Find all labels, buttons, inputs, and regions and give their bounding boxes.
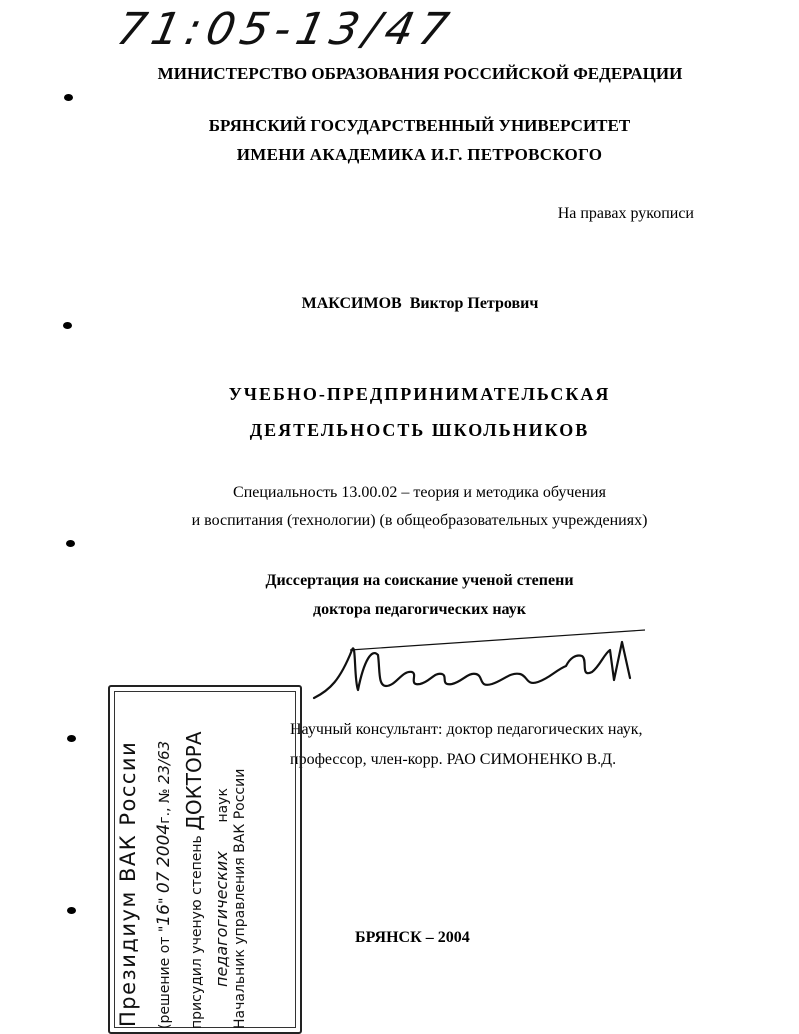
author-name — [0, 295, 799, 313]
binding-mark — [66, 540, 75, 547]
archive-code: 71:05-13/47 — [112, 4, 459, 55]
specialty-line2: и воспитания (технологии) (в общеобразовательных учреждениях) — [191, 512, 648, 529]
binding-mark — [63, 322, 72, 329]
stamp-degree-prefix: присудил ученую степень — [189, 835, 205, 1029]
stamp-decision-day: 16 — [154, 904, 174, 926]
stamp-line-field — [212, 788, 231, 987]
dissertation-title-line2: ДЕЯТЕЛЬНОСТЬ ШКОЛЬНИКОВ — [249, 420, 590, 440]
stamp-decision-month: 07 — [154, 871, 174, 894]
city-year: БРЯНСК – 2004 — [355, 929, 470, 946]
ministry-heading: МИНИСТЕРСТВО ОБРАЗОВАНИЯ РОССИЙСКОЙ ФЕДЕРАЦИИ — [157, 64, 683, 83]
consultant-line2: профессор, член-корр. РАО СИМОНЕНКО В.Д. — [290, 751, 617, 768]
consultant-line1: Научный консультант: доктор педагогических наук, — [290, 721, 643, 738]
stamp-field-suffix: наук — [215, 788, 231, 823]
degree-line2: доктора педагогических наук — [313, 601, 526, 618]
binding-mark — [67, 907, 76, 914]
author-given-names: Виктор Петрович — [409, 295, 539, 312]
author-signature — [300, 620, 660, 710]
university-dedication: ИМЕНИ АКАДЕМИКА И.Г. ПЕТРОВСКОГО — [236, 145, 603, 164]
vak-stamp — [108, 685, 302, 1034]
stamp-line-presidium: Президиум ВАК России — [116, 740, 140, 1027]
stamp-decision-number: 23/63 — [155, 740, 173, 785]
rights-note: На правах рукописи — [557, 205, 694, 222]
stamp-decision-year: 2004 — [154, 823, 174, 868]
stamp-degree-value: ДОКТОРА — [182, 731, 206, 831]
specialty-line1: Специальность 13.00.02 – теория и методика обучения — [233, 484, 606, 501]
stamp-decision-no-label: г., № — [157, 788, 173, 824]
binding-mark — [64, 94, 73, 101]
stamp-line-degree — [182, 731, 206, 1029]
stamp-line-head: Начальник управления ВАК России — [232, 768, 248, 1029]
binding-mark — [67, 735, 76, 742]
stamp-field-value: педагогических — [212, 851, 231, 987]
stamp-decision-quote: " — [157, 897, 173, 905]
stamp-decision-prefix: (решение от " — [157, 925, 173, 1029]
stamp-line-decision — [154, 741, 174, 1029]
degree-line1: Диссертация на соискание ученой степени — [265, 572, 574, 589]
author-surname: МАКСИМОВ — [301, 295, 402, 312]
dissertation-title-line1: УЧЕБНО-ПРЕДПРИНИМАТЕЛЬСКАЯ — [228, 384, 611, 404]
university-name: БРЯНСКИЙ ГОСУДАРСТВЕННЫЙ УНИВЕРСИТЕТ — [208, 116, 631, 135]
